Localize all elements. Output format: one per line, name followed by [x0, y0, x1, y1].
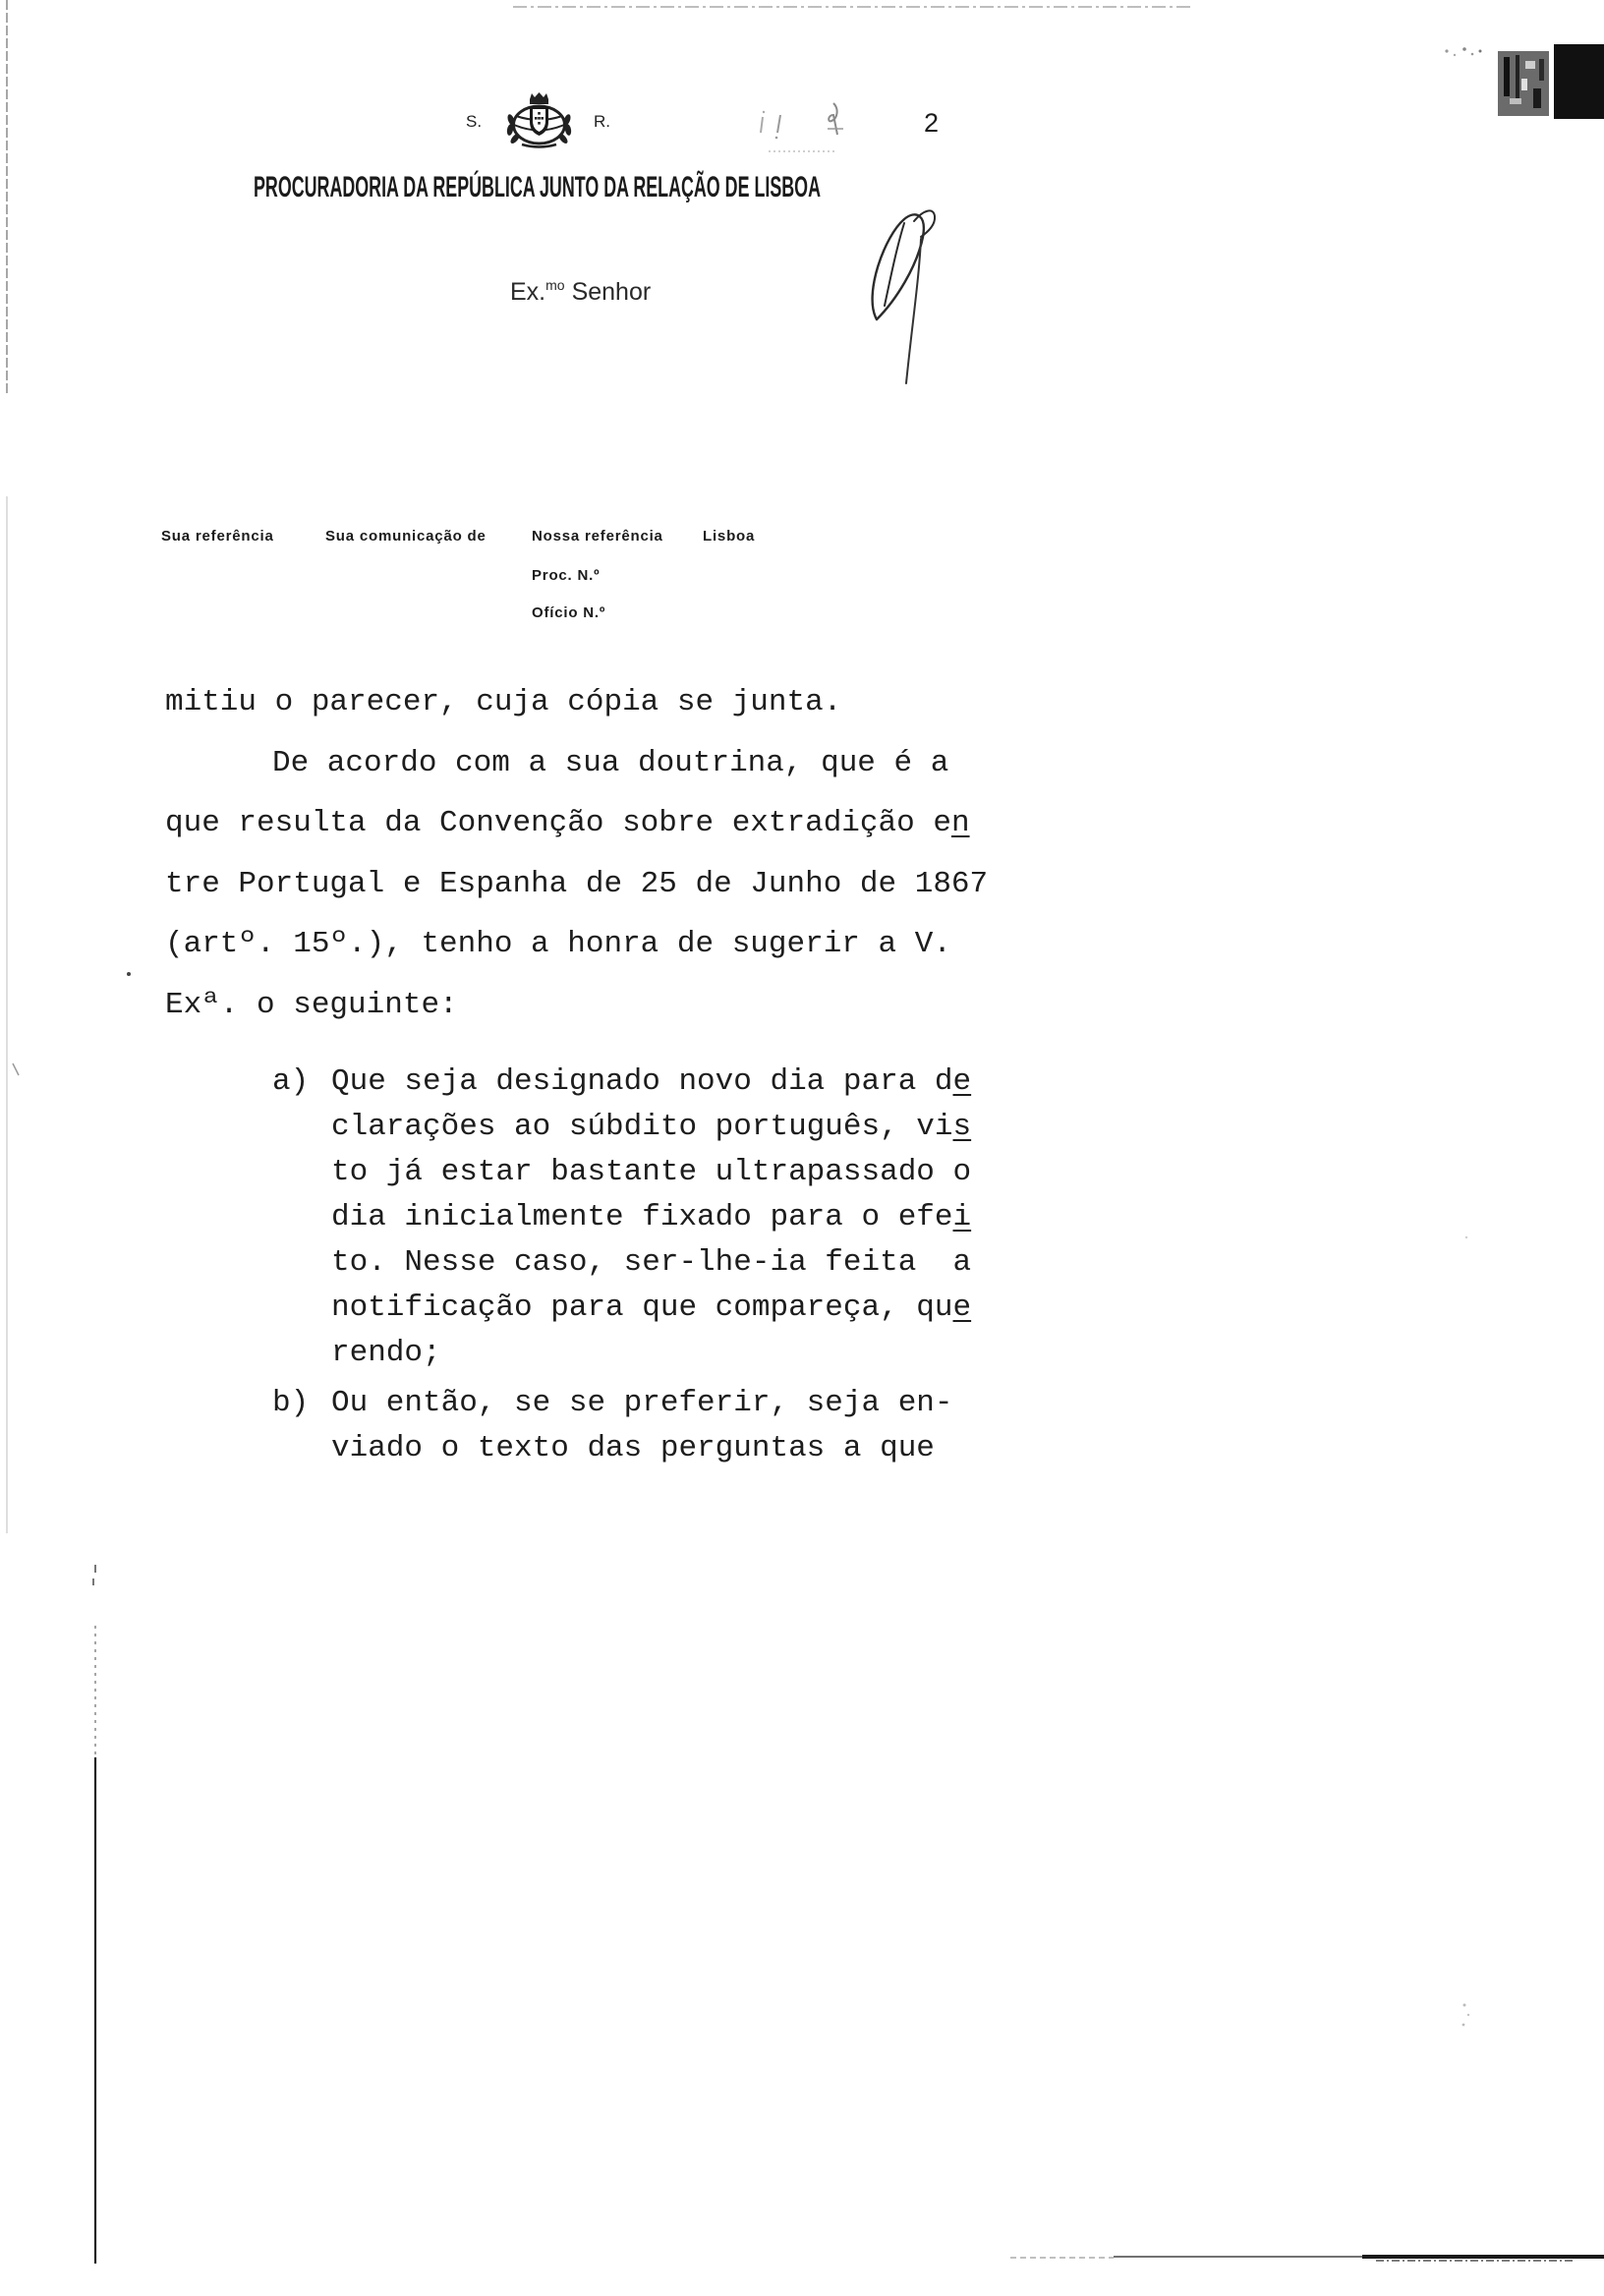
- faint-pencil-marks: [755, 95, 853, 156]
- list-item-line: [331, 1240, 971, 1286]
- left-margin-mark: [13, 1063, 19, 1075]
- list-item-marker: a): [272, 1064, 310, 1099]
- institution-title: [254, 169, 1206, 203]
- list-item-line: [331, 1195, 971, 1240]
- coat-of-arms-emblem: [502, 92, 576, 149]
- your-communication-label: Sua comunicação de: [325, 528, 487, 545]
- top-right-scan-smudge: [1445, 44, 1604, 119]
- margin-dot: [127, 972, 131, 976]
- body-line: [165, 975, 988, 1036]
- body-line-text: que resulta da Convenção sobre extradição e: [165, 806, 951, 840]
- body-line: [165, 914, 988, 975]
- body-line: [165, 672, 988, 733]
- list-line-text: to. Nesse caso, ser-lhe-ia feita a: [331, 1245, 972, 1280]
- body-line: [165, 733, 988, 794]
- office-number-label: Ofício N.º: [532, 604, 606, 621]
- institution-title-text: PROCURADORIA DA REPÚBLICA JUNTO DA RELAÇÃO DE LISBOA: [254, 171, 1206, 203]
- body-line: [165, 854, 988, 915]
- list-item-line: [331, 1286, 971, 1331]
- underlined-character: n: [950, 806, 970, 840]
- list-line-text: rendo;: [331, 1336, 441, 1370]
- list-line-text: to já estar bastante ultrapassado o: [331, 1155, 972, 1189]
- list-line-text: notificação para que compareça, qu: [331, 1291, 953, 1325]
- list-item-line: [331, 1105, 971, 1150]
- process-number-label: Proc. N.º: [532, 567, 601, 584]
- place-label: Lisboa: [703, 528, 756, 545]
- salutation: [510, 277, 651, 310]
- list-item-line: [331, 1060, 971, 1105]
- body-line-text: De acordo com a sua doutrina, que é a: [272, 745, 949, 780]
- list-item-text: [331, 1381, 953, 1471]
- list-line-text: clarações ao súbdito português, vi: [331, 1110, 953, 1144]
- list-line-text: Ou então, se se preferir, seja en-: [331, 1386, 953, 1420]
- list-item-line: [331, 1331, 971, 1376]
- list-line-text: viado o texto das perguntas a que: [331, 1431, 935, 1465]
- body-paragraph: [165, 672, 988, 1035]
- handwritten-initial: [855, 201, 953, 393]
- list-line-text: dia inicialmente fixado para o efe: [331, 1200, 953, 1234]
- body-line-text: tre Portugal e Espanha de 25 de Junho de 1867: [165, 866, 989, 901]
- underlined-character: e: [952, 1291, 972, 1325]
- underlined-character: e: [952, 1064, 972, 1099]
- your-reference-label: Sua referência: [161, 528, 274, 545]
- body-line-text: mitiu o parecer, cuja cópia se junta.: [165, 685, 842, 719]
- underlined-character: i: [952, 1200, 972, 1234]
- list-line-text: Que seja designado novo dia para d: [331, 1064, 953, 1099]
- right-margin-specks: [1462, 1236, 1470, 2027]
- list-item-marker: b): [272, 1386, 310, 1420]
- bottom-right-edge-line: [1010, 2257, 1604, 2261]
- salutation-prefix: Ex.: [510, 278, 546, 306]
- underlined-character: s: [952, 1110, 972, 1144]
- letterhead-left-initial: S.: [466, 112, 483, 131]
- salutation-superscript: mo: [545, 277, 565, 293]
- body-line-text: (artº. 15º.), tenho a honra de sugerir a V.: [165, 927, 951, 961]
- list-item-line: [331, 1381, 953, 1426]
- salutation-title: Senhor: [571, 278, 652, 306]
- list-item-line: [331, 1150, 971, 1195]
- emblem-shield: [530, 106, 548, 136]
- list-item-line: [331, 1426, 953, 1471]
- list-item-text: [331, 1060, 971, 1376]
- emblem-crown: [530, 92, 548, 104]
- page-number: 2: [924, 108, 940, 138]
- our-reference-label: Nossa referência: [532, 528, 663, 545]
- letterhead-right-initial: R.: [594, 112, 610, 131]
- body-line: [165, 793, 988, 854]
- bottom-left-binding-line: [93, 1565, 95, 2264]
- body-line-text: Exª. o seguinte:: [165, 987, 458, 1022]
